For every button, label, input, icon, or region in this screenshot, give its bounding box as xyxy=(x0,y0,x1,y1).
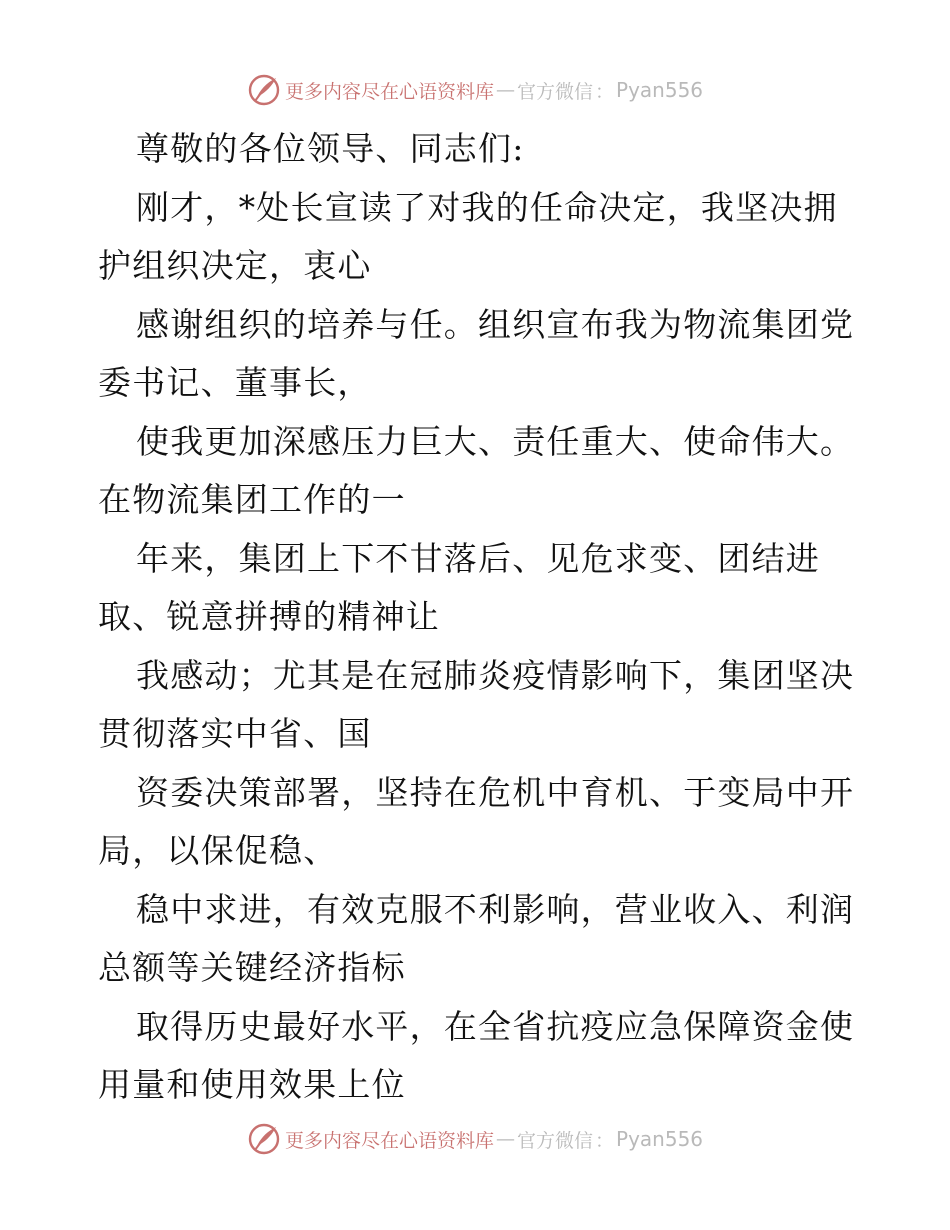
watermark-wechat-label: 官方微信 xyxy=(516,1129,593,1152)
text-line: 使我更加深感压力巨大、责任重大、使命伟大。 xyxy=(136,421,855,461)
text-line: 在物流集团工作的一 xyxy=(98,480,406,519)
watermark-dash: — xyxy=(495,79,515,101)
text-line: 刚才，*处长宣读了对我的任命决定，我坚决拥 xyxy=(136,187,838,227)
text-line: 取、锐意拼搏的精神让 xyxy=(98,597,440,636)
text-line: 资委决策部署，坚持在危机中育机、于变局中开 xyxy=(136,772,855,812)
watermark-brand-text: 更多内容尽在心语资料库 xyxy=(284,1129,494,1152)
quill-circle-icon xyxy=(247,73,281,107)
text-line: 贯彻落实中省、国 xyxy=(98,714,372,753)
document-body xyxy=(98,120,858,1115)
text-line: 总额等关键经济指标 xyxy=(98,948,406,987)
text-line: 护组织决定，衷心 xyxy=(98,246,372,285)
footer-watermark xyxy=(0,1121,950,1157)
watermark-wechat-label: 官方微信 xyxy=(516,80,593,103)
text-line: 年来，集团上下不甘落后、见危求变、团结进 xyxy=(136,538,820,578)
text-line: 感谢组织的培养与任。组织宣布我为物流集团党 xyxy=(136,304,855,344)
watermark-separator: ： xyxy=(595,80,615,103)
watermark-brand-text: 更多内容尽在心语资料库 xyxy=(284,80,494,103)
header-watermark xyxy=(0,72,950,108)
watermark-separator: ： xyxy=(595,1129,615,1152)
watermark-dash: — xyxy=(495,1128,515,1150)
text-line: 取得历史最好水平，在全省抗疫应急保障资金使 xyxy=(136,1006,855,1046)
watermark-wechat-id: Pyan556 xyxy=(616,78,704,102)
text-line: 委书记、董事长， xyxy=(98,363,372,402)
text-line: 局，以保促稳、 xyxy=(98,831,338,870)
text-line: 尊敬的各位领导、同志们: xyxy=(136,129,525,168)
text-line: 稳中求进，有效克服不利影响，营业收入、利润 xyxy=(136,889,855,929)
quill-circle-icon xyxy=(247,1122,281,1156)
text-line: 我感动；尤其是在冠肺炎疫情影响下，集团坚决 xyxy=(136,655,855,695)
text-line: 用量和使用效果上位 xyxy=(98,1065,406,1104)
watermark-wechat-id: Pyan556 xyxy=(616,1127,704,1151)
